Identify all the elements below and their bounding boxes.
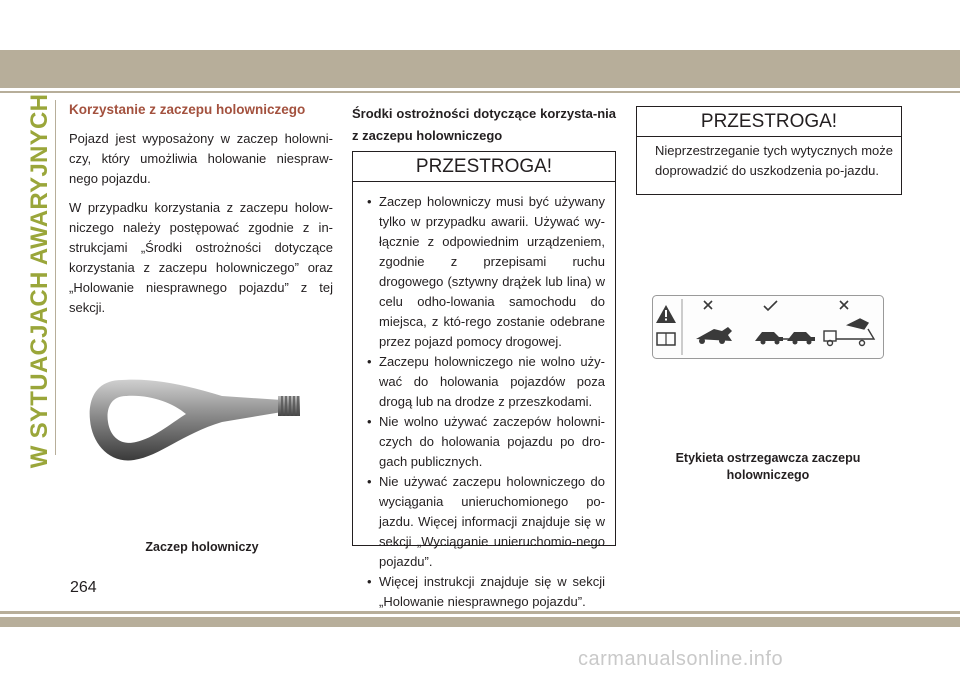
caution-box-2	[636, 106, 902, 195]
side-tab-label: W SYTUACJACH AWARYJNYCH	[26, 93, 54, 468]
hook-caption: Zaczep holowniczy	[145, 540, 259, 554]
paragraph-2: W przypadku korzystania z zaczepu holow-niczego należy postępować zgodnie z in-strukcjami „Środki ostrożności dotyczące korzystania z zaczepu holowniczego” oraz „Holowanie niesprawnego pojazdu” z tej sekcji.	[69, 200, 333, 315]
tow-hook-illustration	[82, 372, 322, 467]
footer-bar	[0, 617, 960, 627]
caution-list	[353, 182, 615, 620]
watermark: carmanualsonline.info	[578, 648, 784, 670]
caution-item: • Zaczepu holowniczego nie wolno uży-wać do holowania pojazdów poza drogą lub na drodze z przeszkodami.	[367, 354, 605, 409]
header-bar	[0, 50, 960, 88]
caution-heading-1: PRZESTROGA!	[353, 152, 615, 182]
caution-item: • Więcej instrukcji znajduje się w sekcji „Holowanie niesprawnego pojazdu”.	[367, 574, 605, 609]
header-rule	[0, 91, 960, 93]
paragraph-1: Pojazd jest wyposażony w zaczep holowni-czy, który umożliwia holowanie niespraw-nego pojazdu.	[69, 131, 333, 186]
footer-rule	[0, 611, 960, 614]
page-number: 264	[70, 579, 97, 596]
caution-text-2: Nieprzestrzeganie tych wytycznych może doprowadzić do uszkodzenia po-jazdu.	[655, 143, 893, 178]
side-rule	[55, 100, 56, 455]
caution-heading-2: PRZESTROGA!	[637, 107, 901, 137]
caution-item: • Nie wolno używać zaczepów holowni-czych do holowania pojazdu po dro-gach publicznych.	[367, 414, 605, 469]
tow-warning-label-illustration	[652, 295, 884, 359]
label-caption: Etykieta ostrzegawcza zaczepu holowniczego	[675, 451, 861, 482]
precautions-title: Środki ostrożności dotyczące korzysta-nia z zaczepu holowniczego	[352, 106, 616, 143]
caution-item: • Nie używać zaczepu holowniczego do wyciągania unieruchomionego po-jazdu. Więcej informacji znajduje się w sekcji „Wyciąganie unieruchomio-nego pojazdu”.	[367, 474, 605, 569]
caution-item: • Zaczep holowniczy musi być używany tylko w przypadku awarii. Używać wy-łącznie z odpowiednim urządzeniem, zgodnie z przepisami ruchu drogowego (sztywny drążek lub lina) w celu odho-lowania samochodu do miejsca, z któ-rego zostanie odebrane przez pojazd pomocy drogowej.	[367, 194, 605, 349]
column-1	[69, 102, 333, 327]
caution-box-1	[352, 151, 616, 609]
side-tab	[24, 93, 56, 468]
section-title: Korzystanie z zaczepu holowniczego	[69, 102, 306, 117]
